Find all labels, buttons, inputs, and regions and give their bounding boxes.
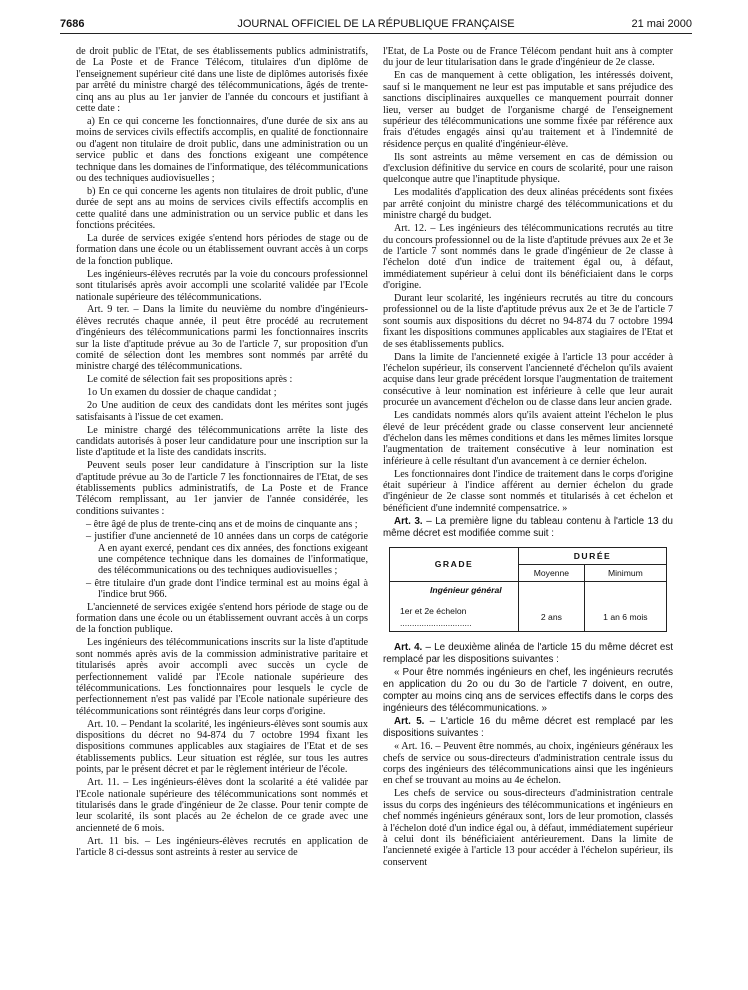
article-4 — [383, 642, 673, 666]
paragraph: Art. 11. – Les ingénieurs-élèves dont la scolarité a été validée par l'Ecole nationale supérieure des télécommunications sont nommés et titularisés dans le grade d'ingénieur de 2e classe. Pour tenir compte de leur scolarité, ils sont placés au 2e échelon de ce grade avec une ancienneté de 6 mois. — [76, 777, 368, 834]
paragraph: Les modalités d'application des deux alinéas précédents sont fixées par arrêté conjoint du ministre chargé des télécommunications et du ministre chargé du budget. — [383, 187, 673, 222]
paragraph: de droit public de l'Etat, de ses établissements publics administratifs, de La Poste et de France Télécom, titulaires d'un diplôme de l'enseignement supérieur cité dans une liste de diplômes autorisés fixée par arrêté du ministre chargé des télécommunications, âgés de trente-cinq ans au plus au 1er janvier de l'année du concours et justifiant à cette date : — [76, 46, 368, 115]
left-column — [76, 46, 368, 860]
list-item: – être âgé de plus de trente-cinq ans et de moins de cinquante ans ; — [86, 518, 358, 530]
paragraph: « Art. 16. – Peuvent être nommés, au choix, ingénieurs généraux les chefs de service ou sous-directeurs d'administration centrale issus du corps des ingénieurs des télécommunications ainsi que les ingénieurs en chef se trouvant au moins au 4e échelon. — [383, 741, 673, 787]
paragraph: 2o Une audition de ceux des candidats dont les mérites sont jugés satisfaisants à l'issue de cet examen. — [76, 400, 368, 423]
paragraph: Les ingénieurs des télécommunications inscrits sur la liste d'aptitude sont nommés après avis de la commission administrative paritaire et titularisés après avoir accompli avec succès un cycle de perfectionnement validé par l'Ecole nationale supérieure des télécommunications. Les fonctionnaires pour lesquels le cycle de perfectionnement n'est pas validé par l'Ecole nationale supérieure des télécommunications sont réintégrés dans leur corps d'origine. — [76, 637, 368, 717]
table-header-minimum: Minimum — [584, 565, 666, 582]
article-4-label: Art. 4. — [394, 642, 423, 654]
right-column — [383, 46, 673, 870]
paragraph: Dans la limite de l'ancienneté exigée à l'article 13 pour accéder à l'échelon supérieur, ils conservent l'ancienneté d'échelon qu'ils avaient acquise dans leur grade précédent lorsque l'augmentation de traitement consécutive à leur nomination est inférieure à celle que leur aurait procurée un avancement d'échelon ou de classe dans leur ancien grade. — [383, 351, 673, 409]
paragraph: Les ingénieurs-élèves recrutés par la voie du concours professionnel sont titularisés après avoir accompli une scolarité validée par l'Ecole nationale supérieure des télécommunications. — [76, 268, 368, 303]
table-header-grade: GRADE — [390, 548, 519, 582]
article-4-text: – Le deuxième alinéa de l'article 15 du même décret est remplacé par les dispositions suivantes : — [383, 642, 673, 666]
echelon-duration-table — [389, 547, 667, 632]
table-cell-grade — [390, 582, 519, 632]
article-5 — [383, 716, 673, 740]
header-rule — [60, 33, 692, 34]
list-item: – justifier d'une ancienneté de 10 années dans un corps de catégorie A en ayant exercé, pendant ces dix années, des fonctions exigeant une compétence technique dans les domaines de l'informatique, des télécommunications ou des techniques audiovisuelles ; — [86, 531, 368, 577]
paragraph: Les candidats nommés alors qu'ils avaient atteint l'échelon le plus élevé de leur précédent grade ou classe conservent leur ancienneté d'échelon dans les mêmes conditions et dans les mêmes limites lorsque l'augmentation de traitement consécutive à leur nomination est inférieure à celle résultant d'un avancement à ce dernier échelon. — [383, 410, 673, 467]
paragraph: 1o Un examen du dossier de chaque candidat ; — [87, 387, 277, 399]
table-echelon-label: 1er et 2e échelon .............................. — [400, 606, 472, 628]
page-number: 7686 — [60, 18, 85, 30]
paragraph: b) En ce qui concerne les agents non titulaires de droit public, d'une durée de sept ans au moins de services civils effectifs accomplis en cette qualité dans une administration ou un service public et dans les fonctions précitées. — [76, 185, 368, 232]
table-header-duree: DURÉE — [519, 548, 667, 565]
table-cell-minimum: 1 an 6 mois — [584, 582, 666, 632]
paragraph: Art. 12. – Les ingénieurs des télécommunications recrutés au titre du concours professionnel ou de la liste d'aptitude prévues aux 2e et 3e de l'article 7 sont nommés dans le grade d'ingénieur de 2e classe à l'échelon doté d'un indice de traitement égal ou, à défaut, immédiatement supérieur à celui dont ils bénéficiaient dans le corps d'origine. — [383, 223, 673, 292]
paragraph: Art. 10. – Pendant la scolarité, les ingénieurs-élèves sont soumis aux dispositions du décret no 94-874 du 7 octobre 1994 fixant les dispositions communes applicables aux stagiaires de l'Etat et de ses établissements publics. Leur situation est réglée, sur tous les autres points, par le présent décret et par le règlement intérieur de l'école. — [76, 718, 368, 776]
journal-title: JOURNAL OFFICIEL DE LA RÉPUBLIQUE FRANÇAISE — [237, 18, 515, 30]
table-cell-moyenne: 2 ans — [519, 582, 585, 632]
paragraph: Durant leur scolarité, les ingénieurs recrutés au titre du concours professionnel ou de la liste d'aptitude prévus aux 2e et 3e de l'article 7 sont soumis aux dispositions du décret no 94-874 du 7 octobre 1994 fixant les dispositions communes applicables aux stagiaires de l'Etat et de ses établissements publics. — [383, 293, 673, 350]
paragraph: a) En ce qui concerne les fonctionnaires, d'une durée de six ans au moins de services civils effectifs accomplis, en qualité de fonctionnaire ou d'agent non titulaire de droit public, dans une administration ou un service public et dans des fonctions exigeant une compétence technique dans les domaines de l'informatique, des télécommunications ou des techniques audiovisuelles ; — [76, 115, 368, 184]
paragraph: Art. 9 ter. – Dans la limite du neuvième du nombre d'ingénieurs-élèves recrutés chaque année, il peut être procédé au recrutement d'ingénieurs des télécommunications parmi les fonctionnaires inscrits sur la liste d'aptitude prévue au 3o de l'article 7, sur proposition d'un comité de sélection dont les membres sont nommés par arrêté du ministre chargé des télécommunications. — [76, 304, 368, 373]
paragraph: Le comité de sélection fait ses propositions après : — [87, 374, 293, 386]
article-5-label: Art. 5. — [394, 716, 425, 728]
paragraph: En cas de manquement à cette obligation, les intéressés doivent, sauf si le manquement ne leur est pas imputable et sans préjudice des sanctions disciplinaires auxquelles ce manquement pourrait donner lieu, verser au budget de l'organisme chargé de l'enseignement supérieur des télécommunications une somme fixée par référence aux frais d'études engagés ainsi qu'au traitement et à l'indemnité de résidence perçus en qualité d'ingénieur-élève. — [383, 70, 673, 150]
table-header-moyenne: Moyenne — [519, 565, 585, 582]
paragraph: Peuvent seuls poser leur candidature à l'inscription sur la liste d'aptitude prévue au 3o de l'article 7 les fonctionnaires de l'Etat, de ses établissements publics administratifs, de La Poste et de France Télécom remplissant, au 1er janvier de l'année considérée, les conditions suivantes : — [76, 460, 368, 517]
article-3-text: – La première ligne du tableau contenu à l'article 13 du même décret est modifiée comme suit : — [383, 515, 674, 539]
article-3-label: Art. 3. — [394, 515, 423, 527]
publication-date: 21 mai 2000 — [631, 18, 692, 30]
paragraph: Le ministre chargé des télécommunications arrête la liste des candidats autorisés à poser leur candidature pour une inscription sur la liste d'aptitude et la liste des candidats inscrits. — [76, 424, 368, 459]
table-grade-name: Ingénieur général — [430, 584, 502, 595]
paragraph: Les chefs de service ou sous-directeurs d'administration centrale issus du corps des ingénieurs des télécommunications et ingénieurs en chef nommés ingénieurs généraux sont, lors de leur promotion, classés à l'échelon doté d'un indice égal ou, à défaut, immédiatement supérieur à celui dont ils bénéficiaient antérieurement. Dans la limite de l'ancienneté exigée à l'article 13 pour accéder à l'échelon supérieur, ils conservent — [383, 788, 673, 868]
paragraph: l'Etat, de La Poste ou de France Télécom pendant huit ans à compter du jour de leur titularisation dans le grade d'ingénieur de 2e classe. — [383, 46, 673, 69]
paragraph: La durée de services exigée s'entend hors périodes de stage ou de formation dans une école ou un établissement ouvrant accès à un corps de la fonction publique. — [76, 233, 368, 267]
paragraph: Art. 11 bis. – Les ingénieurs-élèves recrutés en application de l'article 8 ci-dessus sont astreints à rester au service de — [76, 835, 368, 859]
paragraph: Ils sont astreints au même versement en cas de démission ou d'exclusion définitive du service en cours de scolarité, pour une raison quelconque autre que l'inaptitude physique. — [383, 151, 673, 186]
paragraph: Les fonctionnaires dont l'indice de traitement dans le corps d'origine était supérieur à l'indice afférent au dernier échelon du grade d'ingénieur de 2e classe sont nommés et titularisés à cet échelon et bénéficient d'une indemnité compensatrice. » — [383, 468, 673, 514]
list-item: – être titulaire d'un grade dont l'indice terminal est au moins égal à l'indice brut 966. — [86, 577, 368, 601]
paragraph: L'ancienneté de services exigée s'entend hors période de stage ou de formation dans une école ou un établissement ouvrant accès à un corps de la fonction publique. — [76, 601, 368, 636]
paragraph: « Pour être nommés ingénieurs en chef, les ingénieurs recrutés en application du 2o ou du 3o de l'article 7 doivent, en outre, compter au moins cinq ans de services effectifs dans le corps des ingénieurs des télécommunications. » — [383, 667, 673, 714]
article-5-text: – L'article 16 du même décret est remplacé par les dispositions suivantes : — [383, 716, 674, 739]
article-3 — [383, 516, 673, 540]
